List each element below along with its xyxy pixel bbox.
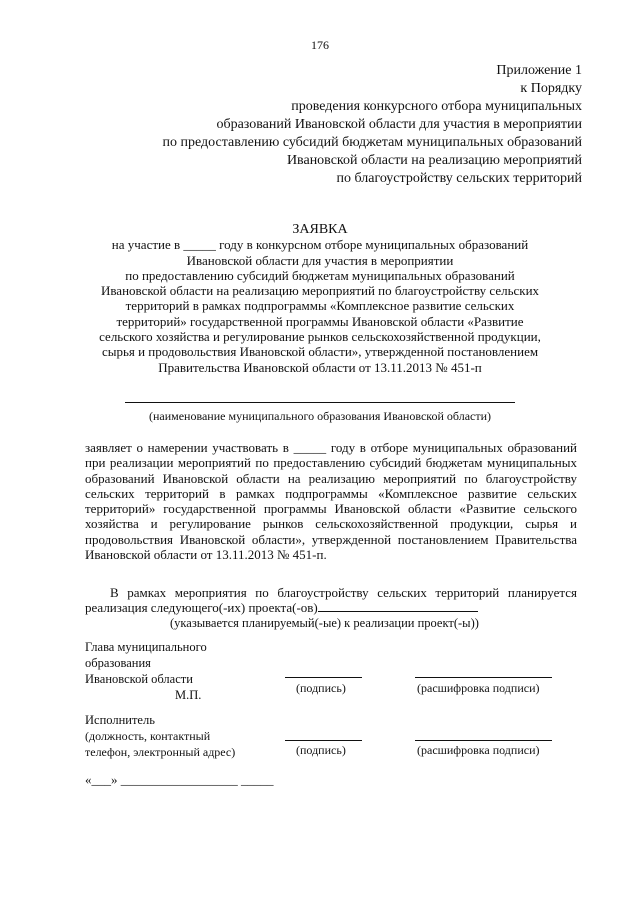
application-body — [85, 440, 577, 562]
stamp-label: М.П. — [175, 688, 202, 702]
subtitle-line: сельского хозяйства и регулирование рынков сельскохозяйственной продукции, — [99, 329, 541, 345]
appendix-line: по благоустройству сельских территорий — [336, 171, 582, 186]
executor-signature-line[interactable] — [285, 740, 362, 741]
executor-decoding-line[interactable] — [415, 740, 552, 741]
subtitle-line: Ивановской области для участия в мероприятии — [186, 252, 454, 268]
subtitle-line: территорий в рамках подпрограммы «Комплексное развитие сельских — [125, 298, 515, 314]
subtitle-line: сырья и продовольствия Ивановской области», утвержденной постановлением — [101, 344, 539, 360]
executor-decoding-caption: (расшифровка подписи) — [417, 743, 540, 757]
head-signature-caption: (подпись) — [296, 681, 346, 695]
head-label-line: образования — [85, 656, 151, 670]
page-number: 176 — [311, 38, 329, 52]
appendix-line: Приложение 1 — [496, 63, 582, 78]
appendix-line: по предоставлению субсидий бюджетам муниципальных образований — [162, 135, 582, 150]
plan-text: В рамках мероприятия по благоустройству сельских территорий планируется реализация следующего(-их) проекта(-ов) — [85, 585, 577, 616]
head-label-line: Ивановской области — [85, 672, 193, 686]
subtitle-line: на участие в _____ году в конкурсном отборе муниципальных образований — [111, 237, 529, 253]
executor-label-line: Исполнитель — [85, 713, 155, 727]
application-title-block — [90, 222, 550, 375]
executor-label — [85, 712, 235, 760]
appendix-line: образований Ивановской области для участия в мероприятии — [216, 117, 582, 132]
head-label — [85, 639, 207, 687]
head-signature-line[interactable] — [285, 677, 362, 678]
body-paragraph: заявляет о намерении участвовать в _____ году в отборе муниципальных образований при реализации мероприятий по предоставлению субсидий бюджетам муниципальных образований Ивановской области на реализацию мероприятий по благоустройству сельских территорий в рамках подпрограммы «Комплексное развитие сельских территорий» государственной программы Ивановской области «Развитие сельского хозяйства и регулирование рынков сельскохозяйственной продукции, сырья и продовольствия Ивановской области», утвержденной постановлением Правительства Ивановской области от 13.11.2013 № 451-п. — [85, 440, 577, 563]
executor-label-line: телефон, электронный адрес) — [85, 745, 236, 759]
plan-paragraph — [85, 585, 577, 616]
head-decoding-caption: (расшифровка подписи) — [417, 681, 540, 695]
executor-label-line: (должность, контактный — [85, 729, 211, 743]
appendix-header — [62, 62, 582, 188]
subtitle-line: Правительства Ивановской области от 13.11.2013 № 451-п — [158, 359, 482, 375]
appendix-line: проведения конкурсного отбора муниципальных — [291, 99, 582, 114]
subtitle-line: по предоставлению субсидий бюджетам муниципальных образований — [125, 267, 515, 283]
head-decoding-line[interactable] — [415, 677, 552, 678]
date-field[interactable]: «___» __________________ _____ — [85, 772, 274, 787]
plan-caption: (указывается планируемый(-ые) к реализации проект(-ы)) — [170, 616, 479, 630]
subtitle-line: территорий» государственной программы Ивановской области «Развитие — [116, 313, 524, 329]
executor-signature-caption: (подпись) — [296, 743, 346, 757]
municipality-fill-line[interactable] — [125, 402, 515, 403]
appendix-line: Ивановской области на реализацию мероприятий — [286, 153, 582, 168]
municipality-caption: (наименование муниципального образования Ивановской области) — [148, 409, 492, 423]
project-fill-line[interactable] — [318, 600, 478, 612]
appendix-line: к Порядку — [520, 81, 582, 96]
document-title: ЗАЯВКА — [292, 222, 348, 237]
subtitle-line: Ивановской области на реализацию мероприятий по благоустройству сельских — [100, 283, 540, 299]
head-label-line: Глава муниципального — [85, 640, 207, 654]
